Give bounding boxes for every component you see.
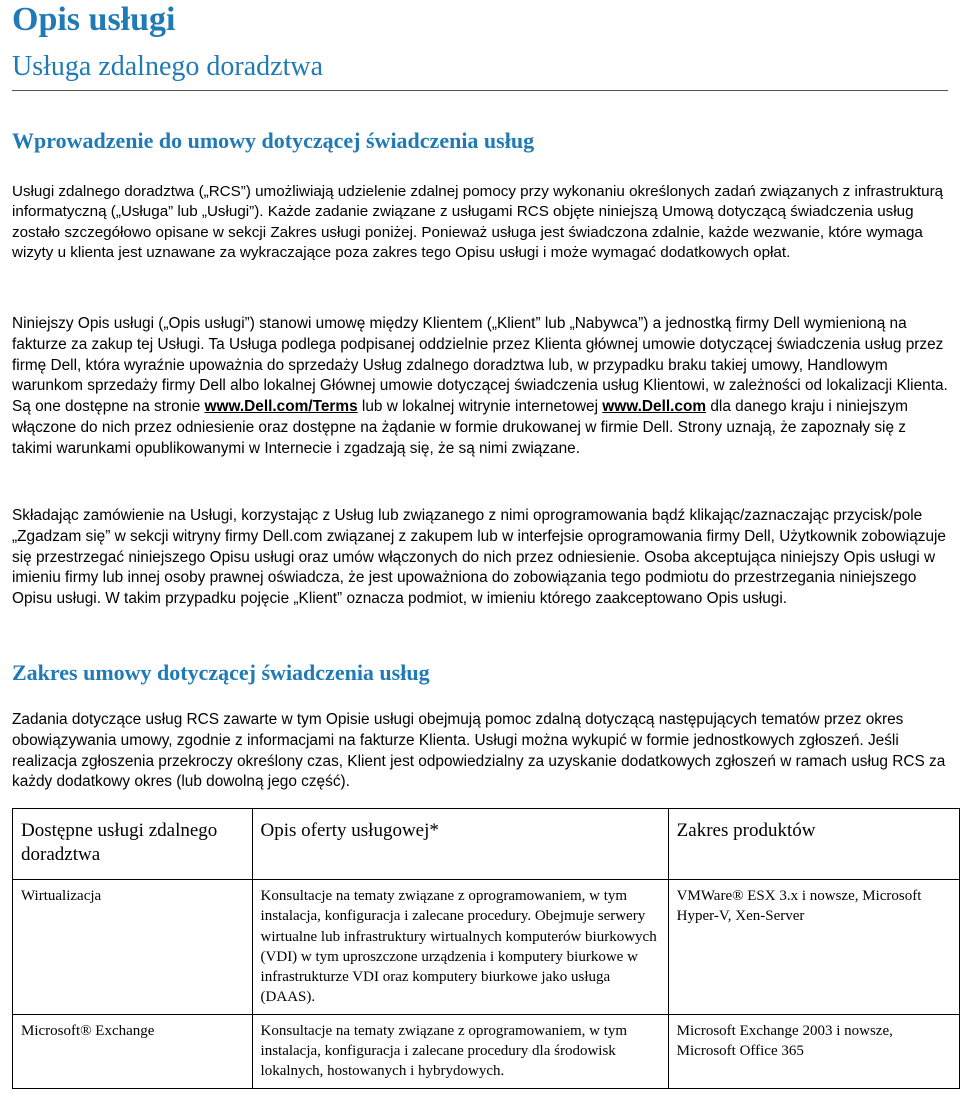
title-divider [12,90,948,91]
table-row [13,880,960,1015]
cell-products: VMWare® ESX 3.x i nowsze, Microsoft Hyper-V, Xen-Server [668,880,959,1015]
dell-site-link[interactable]: www.Dell.com [602,398,707,416]
table-row [13,1014,960,1088]
column-header-description: Opis oferty usługowej* [252,809,668,880]
intro-paragraph-2-part-b: lub w lokalnej witrynie internetowej [357,398,603,416]
cell-description: Konsultacje na tematy związane z oprogramowaniem, w tym instalacja, konfiguracja i zalecane procedury dla środowisk lokalnych, hostowanych i hybrydowych. [252,1014,668,1088]
cell-description: Konsultacje na tematy związane z oprogramowaniem, w tym instalacja, konfiguracja i zalecane procedury. Obejmuje serwery wirtualne lub infrastruktury wirtualnych komputerów biurkowych (VDI) w tym uproszczone urządzenia i komputery biurkowe w infrastrukturze VDI oraz komputery biurkowe jako usługa (DAAS). [252,880,668,1015]
intro-paragraph-1: Usługi zdalnego doradztwa („RCS”) umożliwiają udzielenie zdalnej pomocy przy wykonaniu określonych zadań związanych z infrastrukturą informatyczną („Usługa” lub „Usługi”). Każde zadanie związane z usługami RCS objęte niniejszą Umową dotyczącą świadczenia usług zostało szczegółowo opisane w sekcji Zakres usługi poniżej. Ponieważ usługa jest świadczona zdalnie, każde wezwanie, które wymaga wizyty u klienta jest uznawane za wykraczające poza zakres tego Opisu usługi i może wymagać dodatkowych opłat. [12,183,944,262]
intro-paragraph-2-part-a: Niniejszy Opis usługi („Opis usługi”) stanowi umowę między Klientem („Klient” lub „Nabywca”) a jednostką firmy Dell wymienioną na fakturze za zakup tej Usługi. Ta Usługa podlega podpisanej oddzielnie przez Klienta głównej umowie dotyczącej świadczenia usług przez firmę Dell, która wyraźnie upoważnia do sprzedaży Usług zdalnego doradztwa lub, w przypadku braku takiej umowy, Handlowym warunkom sprzedaży firmy Dell albo lokalnej Głównej umowie dotyczącej świadczenia usług Klientowi, w zależności od lokalizacji Klienta. Są one dostępne na stronie [12,315,948,416]
table-header-row [13,809,960,880]
page-title: Opis usługi [12,1,176,38]
page-subtitle: Usługa zdalnego doradztwa [12,51,323,82]
column-header-services: Dostępne usługi zdalnego doradztwa [13,809,253,880]
intro-paragraph-3: Składając zamówienie na Usługi, korzystając z Usług lub związanego z nimi oprogramowania bądź klikając/zaznaczając przycisk/pole „Zgadzam się” w sekcji witryny firmy Dell.com związanej z zakupem lub w interfejsie oprogramowania firmy Dell, Użytkownik zobowiązuje się przestrzegać niniejszego Opisu usługi oraz umów włączonych do nich przez odniesienie. Osoba akceptująca niniejszy Opis usługi w imieniu firmy lub innej osoby prawnej oświadcza, że jest upoważniona do zobowiązania tego podmiotu do przestrzegania niniejszego Opisu usługi. W takim przypadku pojęcie „Klient” oznacza podmiot, w imieniu którego zaakceptowano Opis usługi. [12,507,946,608]
cell-service: Wirtualizacja [13,880,253,1015]
scope-paragraph: Zadania dotyczące usług RCS zawarte w tym Opisie usługi obejmują pomoc zdalną dotyczącą następujących tematów przez okres obowiązywania umowy, zgodnie z informacjami na fakturze Klienta. Usługi można wykupić w formie jednostkowych zgłoszeń. Jeśli realizacja zgłoszenia przekroczy określony czas, Klient jest odpowiedzialny za uzyskanie dodatkowych zgłoszeń w ramach usług RCS za każdy dodatkowy okres (lub dowolną jego część). [12,711,946,791]
services-table [12,808,960,1089]
cell-service: Microsoft® Exchange [13,1014,253,1088]
section-heading-scope: Zakres umowy dotyczącej świadczenia usług [12,660,430,685]
column-header-products: Zakres produktów [668,809,959,880]
intro-paragraph-2-part-c: dla danego kraju i niniejszym włączone do nich przez odniesienie oraz dostępne na żądanie w formie drukowanej w firmie Dell. Strony uznają, że zapoznały się z takimi warunkami opublikowanymi w Internecie i zgadzają się, że są nimi związane. [12,398,908,457]
section-heading-intro: Wprowadzenie do umowy dotyczącej świadczenia usług [12,128,535,153]
document-page [12,0,948,1080]
intro-paragraph-2 [12,314,948,460]
cell-products: Microsoft Exchange 2003 i nowsze, Microsoft Office 365 [668,1014,959,1088]
dell-terms-link[interactable]: www.Dell.com/Terms [204,398,358,416]
